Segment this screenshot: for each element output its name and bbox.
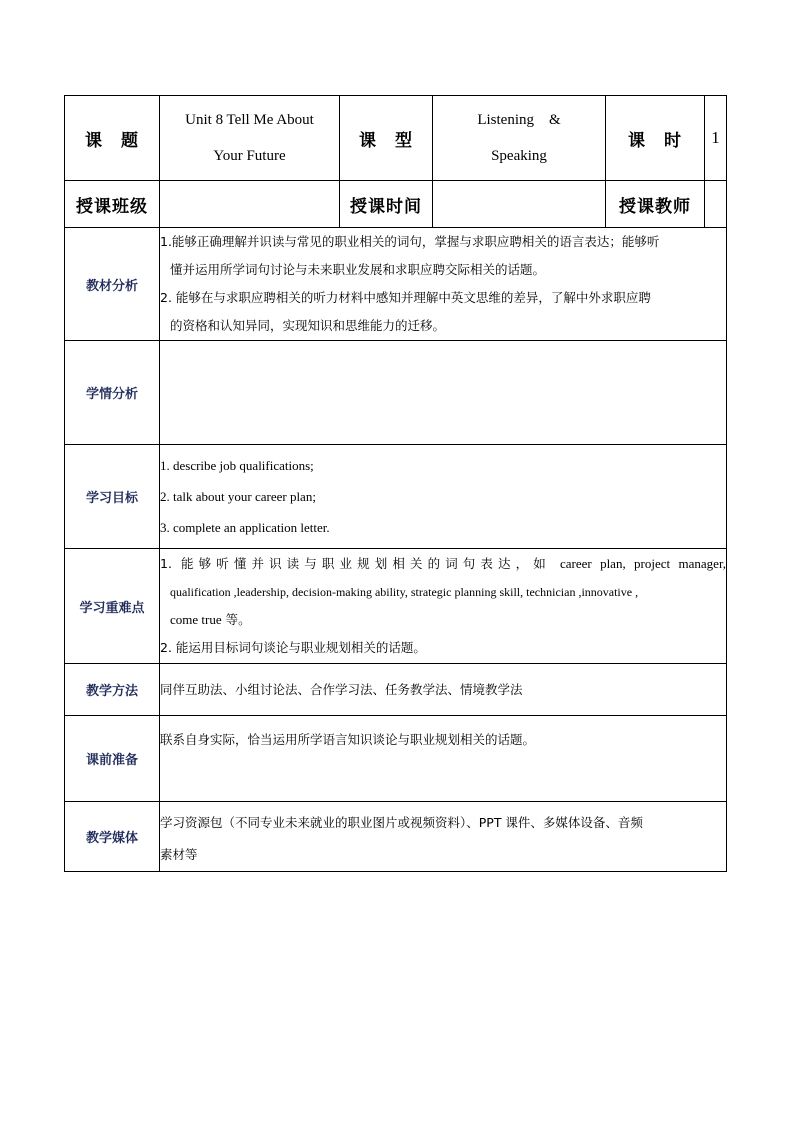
objectives-label: 学习目标 (65, 445, 160, 549)
textbook-content (160, 228, 727, 341)
time-value (433, 181, 606, 228)
key-points-line1-en: career plan, project manager, (559, 556, 726, 571)
row-preparation (65, 716, 727, 802)
methods-content: 同伴互助法、小组讨论法、合作学习法、任务教学法、情境教学法 (160, 664, 727, 716)
header-row-topic (65, 96, 727, 181)
objectives-content (160, 445, 727, 549)
preparation-label: 课前准备 (65, 716, 160, 802)
students-content (160, 341, 727, 445)
row-media (65, 802, 727, 872)
class-value (160, 181, 340, 228)
teacher-label: 授课教师 (606, 181, 705, 228)
hours-value: 1 (705, 96, 727, 181)
row-methods (65, 664, 727, 716)
row-key-points (65, 549, 727, 664)
topic-value (160, 96, 340, 181)
textbook-label: 教材分析 (65, 228, 160, 341)
key-points-line3 (160, 606, 726, 634)
media-content (160, 802, 727, 872)
textbook-line4: 的资格和认知异同，实现知识和思维能力的迁移。 (170, 318, 446, 333)
objective-item-2: 2. talk about your career plan; (160, 489, 316, 504)
media-line1: 学习资源包（不同专业未来就业的职业图片或视频资料）、PPT 课件、多媒体设备、音频 (160, 814, 643, 830)
media-line2: 素材等 (160, 846, 198, 862)
time-label: 授课时间 (340, 181, 433, 228)
key-points-line3-cn: 等。 (225, 612, 251, 627)
key-points-line1 (160, 550, 726, 578)
textbook-line2: 懂并运用所学词句讨论与未来职业发展和求职应聘交际相关的话题。 (170, 262, 546, 277)
teacher-value (705, 181, 727, 228)
type-value-line1: Listening & (477, 112, 561, 128)
type-value-line2: Speaking (491, 148, 547, 164)
key-points-line2: qualification ,leadership, decision-making ability, strategic planning skill, technician ,innovative , (170, 585, 639, 599)
topic-label: 课 题 (65, 96, 160, 181)
header-row-class (65, 181, 727, 228)
key-points-line1-cn: 1. 能够听懂并识读与职业规划相关的词句表达，如 (160, 556, 551, 571)
media-label: 教学媒体 (65, 802, 160, 872)
topic-value-line2: Your Future (213, 148, 286, 164)
key-points-line4: 2. 能运用目标词句谈论与职业规划相关的话题。 (160, 640, 426, 655)
students-label: 学情分析 (65, 341, 160, 445)
key-points-label: 学习重难点 (65, 549, 160, 664)
type-label: 课 型 (340, 96, 433, 181)
textbook-line1: 1.能够正确理解并识读与常见的职业相关的词句，掌握与求职应聘相关的语言表达；能够听 (160, 234, 660, 249)
key-points-content (160, 549, 727, 664)
lesson-plan-table (64, 95, 727, 872)
methods-label: 教学方法 (65, 664, 160, 716)
class-label: 授课班级 (65, 181, 160, 228)
textbook-line3: 2. 能够在与求职应聘相关的听力材料中感知并理解中英文思维的差异，了解中外求职应聘 (160, 290, 651, 305)
objective-item-3: 3. complete an application letter. (160, 520, 330, 535)
row-objectives (65, 445, 727, 549)
hours-label: 课 时 (606, 96, 705, 181)
type-value (433, 96, 606, 181)
row-textbook-analysis (65, 228, 727, 341)
preparation-content: 联系自身实际，恰当运用所学语言知识谈论与职业规划相关的话题。 (160, 716, 727, 802)
key-points-line3-en: come true (170, 612, 222, 627)
topic-value-line1: Unit 8 Tell Me About (185, 112, 314, 128)
objective-item-1: 1. describe job qualifications; (160, 458, 314, 473)
row-student-analysis (65, 341, 727, 445)
